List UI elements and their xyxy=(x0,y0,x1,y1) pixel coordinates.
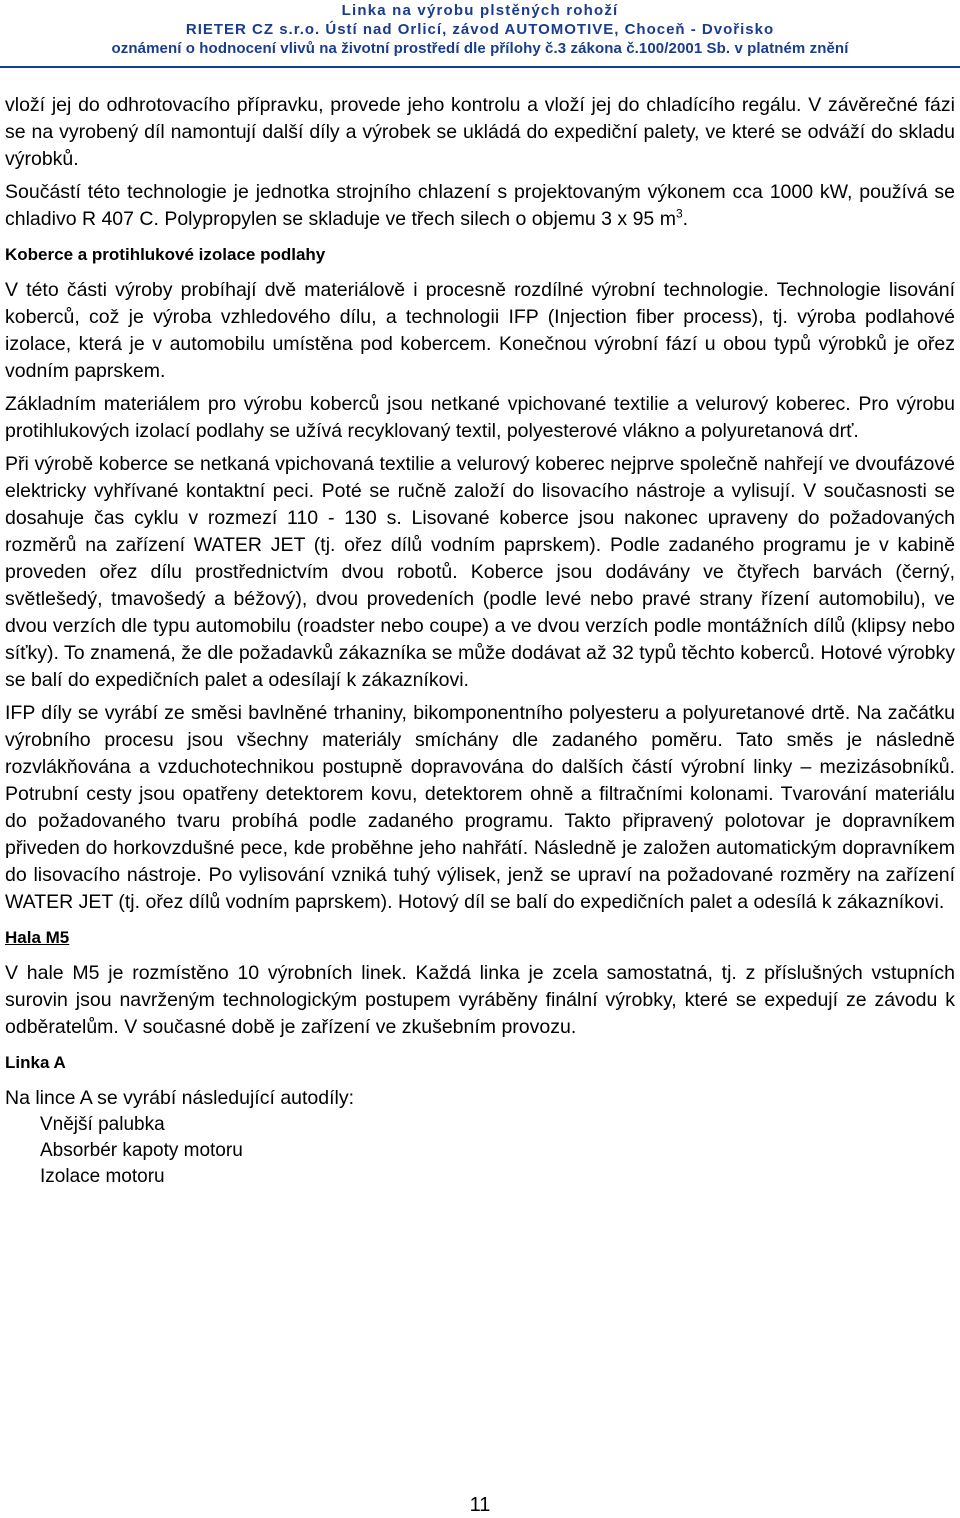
header-title: Linka na výrobu plstěných rohoží xyxy=(341,2,619,19)
superscript: 3 xyxy=(675,206,683,221)
page-number: 11 xyxy=(469,1494,491,1516)
page-header xyxy=(0,0,960,66)
section-heading-line-a: Linka A xyxy=(5,1053,66,1072)
paragraph-1: vloží jej do odhrotovacího přípravku, provede jeho kontrolu a vloží jej do chladícího regálu. V závěrečné fázi se na vyrobený díl namontují další díly a výrobek se ukládá do expediční palety, ve které se odváží do skladu výrobků. xyxy=(5,94,955,170)
section-heading-carpets: Koberce a protihlukové izolace podlahy xyxy=(5,245,326,264)
header-divider xyxy=(0,66,960,68)
list-item: Izolace motoru xyxy=(40,1166,165,1187)
paragraph-5: Při výrobě koberce se netkaná vpichovaná textilie a velurový koberec nejprve společně nahřejí ve dvoufázové elektricky vyhřívané kontaktní peci. Poté se ručně založí do lisovacího nástroje a vylisují. V současnosti se dosahuje čas cyklu v rozmezí 110 - 130 s. Lisované koberce jsou nakonec upraveny do požadovaných rozměrů na zařízení WATER JET (tj. ořez dílů vodním paprskem). Podle zadaného programu je v kabině proveden ořez dílu prostřednictvím dvou robotů. Koberce jsou dodávány ve čtyřech barvách (černý, světlešedý, tmavošedý a béžový), dvou provedeních (podle levé nebo pravé strany řízení automobilu), ve dvou verzích dle typu automobilu (roadster nebo coupe) a ve dvou verzích podle montážních dílů (klipsy nebo síťky). To znamená, že dle požadavků zákazníka se může dodávat až 32 typů těchto koberců. Hotové výrobky se balí do expedičních palet a odesílají k zákazníkovi. xyxy=(5,453,955,691)
list-item: Absorbér kapoty motoru xyxy=(40,1140,243,1161)
paragraph-2 xyxy=(5,179,955,233)
section-heading-hall-m5: Hala M5 xyxy=(5,928,70,947)
header-document-type: oznámení o hodnocení vlivů na životní prostředí dle přílohy č.3 zákona č.100/2001 Sb. v platném znění xyxy=(111,40,849,57)
paragraph-6: IFP díly se vyrábí ze směsi bavlněné trhaniny, bikomponentního polyesteru a polyuretanové drtě. Na začátku výrobního procesu jsou všechny materiály smíchány dle zadaného poměru. Tato směs je následně rozvlákňována a vzduchotechnikou postupně dopravována do dalších částí výrobní linky – mezizásobníků. Potrubní cesty jsou opatřeny detektorem kovu, detektorem ohně a filtračními kolonami. Tvarování materiálu do požadovaného tvaru probíhá podle zadaného programu. Takto připravený polotovar je dopravníkem přiveden do horkovzdušné pece, kde proběhne jeho nahřátí. Následně je založen automatickým dopravníkem do lisovacího nástroje. Po vylisování vzniká tuhý výlisek, jenž se upraví na požadované rozměry na zařízení WATER JET (tj. ořez dílů vodním paprskem). Hotový díl se balí do expedičních palet a odesílá k zákazníkovi. xyxy=(5,702,955,913)
paragraph-8: Na lince A se vyrábí následující autodíly: xyxy=(5,1087,355,1109)
parts-list xyxy=(5,1112,955,1190)
paragraph-4: Základním materiálem pro výrobu koberců jsou netkané vpichované textilie a velurový koberec. Pro výrobu protihlukových izolací podlahy se užívá recyklovaný textil, polyesterové vlákno a polyuretanová drť. xyxy=(5,393,955,442)
paragraph-2-end: . xyxy=(682,208,689,230)
header-company: RIETER CZ s.r.o. Ústí nad Orlicí, závod AUTOMOTIVE, Choceň - Dvořisko xyxy=(185,21,775,38)
document-body xyxy=(5,92,955,1190)
paragraph-3: V této části výroby probíhají dvě materiálově i procesně rozdílné výrobní technologie. Technologie lisování koberců, což je výroba vzhledového dílu, a technologii IFP (Injection fiber process), tj. výroba podlahové izolace, která je v automobilu umístěna pod kobercem. Konečnou výrobní fází u obou typů výrobků je ořez vodním paprskem. xyxy=(5,279,955,382)
paragraph-2-text: Součástí této technologie je jednotka strojního chlazení s projektovaným výkonem cca 1000 kW, používá se chladivo R 407 C. Polypropylen se skladuje ve třech silech o objemu 3 x 95 m xyxy=(5,181,955,230)
list-item: Vnější palubka xyxy=(40,1114,165,1135)
paragraph-7: V hale M5 je rozmístěno 10 výrobních linek. Každá linka je zcela samostatná, tj. z příslušných vstupních surovin jsou navrženým technologickým postupem vyráběny finální výrobky, které se expedují ze závodu k odběratelům. V současné době je zařízení ve zkušebním provozu. xyxy=(5,962,955,1038)
